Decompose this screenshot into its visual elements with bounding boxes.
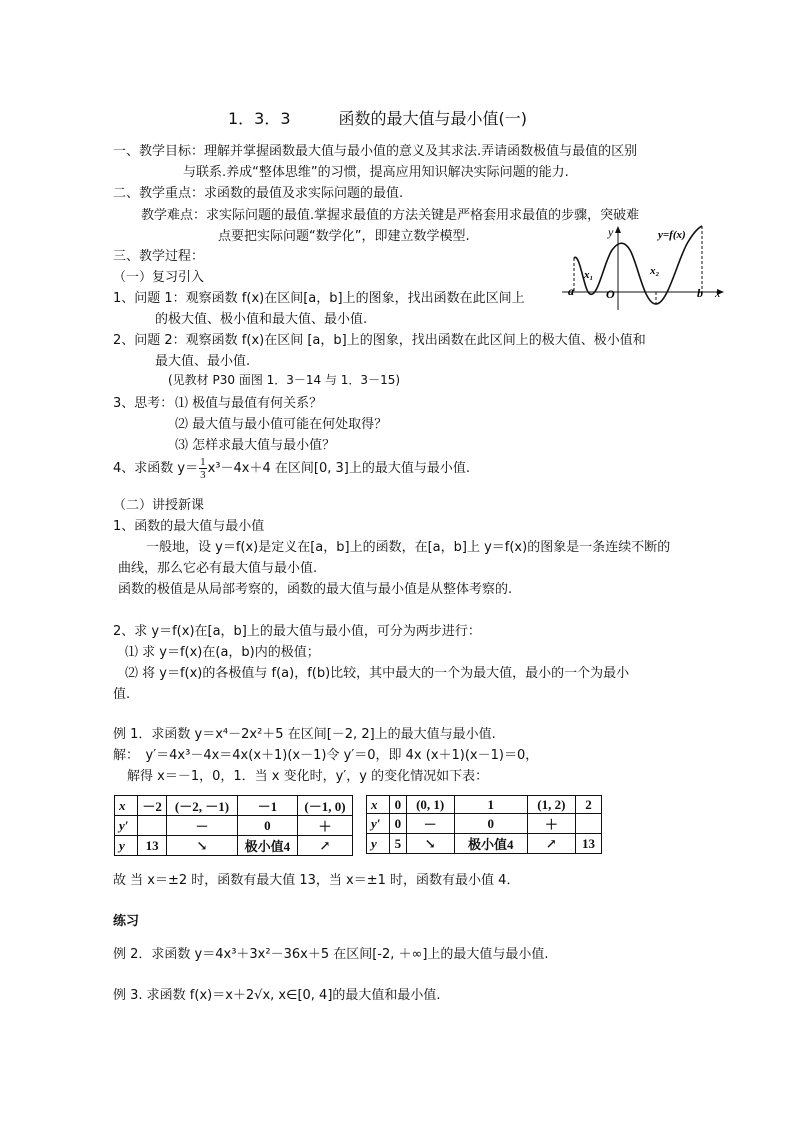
table-cell: 2 [575,796,601,814]
think-item-1: ⑴ 极值与最值有何关系？ [175,396,323,411]
table-cell [575,814,601,834]
section1-line1: 一般地，设 y＝f(x)是定义在[a，b]上的函数，在[a，b]上 y＝f(x)的图象是一条连续不断的 [146,540,671,555]
table-cell: y [115,836,138,856]
x-axis-label: x [715,286,721,300]
table-cell: 0 [390,796,407,814]
x1-label: x₁ [584,269,594,281]
example2-question: 例 2．求函数 y＝4x³＋3x²－36x＋5 在区间[-2, ＋∞]上的最大值与最小值. [113,947,549,962]
textbook-reference: (见教材 P30 面图 1．3－14 与 1．3－15) [168,373,401,387]
section2-heading: 2、求 y＝f(x)在[a，b]上的最大值与最小值，可分为两步进行： [113,624,481,639]
teaching-goal-line2: 与联系.养成“整体思维”的习惯，提高应用知识解决实际问题的能力. [183,165,569,180]
table-cell: y′ [367,814,390,834]
key-point: 二、教学重点：求函数的最值及求实际问题的最值. [113,186,404,201]
variation-table-left [114,795,353,856]
table-cell: (－1, 0) [297,796,352,816]
table-row [115,816,353,836]
section2-step2: ⑵ 将 y＝f(x)的各极值与 f(a)，f(b)比较，其中最大的一个为最大值，最小的一个为最小 [125,666,630,681]
fraction-numerator: 1 [200,456,206,468]
table-cell: －2 [138,796,167,816]
table-cell: ＋ [297,816,352,836]
example1-solution: 解： y′＝4x³－4x＝4x(x＋1)(x－1)令 y′＝0，即 4x (x＋1)(x－1)＝0， [113,748,539,763]
section1-line2: 曲线，那么它必有最大值与最小值. [118,561,318,576]
origin-label: O [606,287,615,301]
example3-question: 例 3. 求函数 f(x)＝x＋2√x, x∈[0, 4]的最大值和最小值. [113,988,441,1003]
table-cell: x [367,796,390,814]
table-cell: ↘ [406,834,454,854]
table-cell: 极小值4 [237,836,297,856]
table-cell: ↗ [527,834,575,854]
table-cell: 13 [575,834,601,854]
fraction-denominator: 3 [200,469,206,481]
table-cell: (－2, －1) [167,796,238,816]
example1-conclusion: 故 当 x＝±2 时，函数有最大值 13，当 x＝±1 时，函数有最小值 4． [113,873,520,888]
table-row [367,796,602,814]
question-4-post: x³－4x＋4 在区间[0, 3]上的最大值与最小值. [207,461,470,476]
table-cell: 0 [237,816,297,836]
table-cell: － [406,814,454,834]
think-item-2: ⑵ 最大值与最小值可能在何处取得？ [175,417,388,432]
section1-line3: 函数的极值是从局部考察的，函数的最大值与最小值是从整体考察的. [118,582,513,597]
table-cell: x [115,796,138,816]
difficulty-line2: 点要把实际问题“数学化”，即建立数学模型. [218,229,470,244]
table-cell: － [167,816,238,836]
section1-heading: 1、函数的最大值与最小值 [113,519,265,534]
section2-step1: ⑴ 求 y＝f(x)在(a，b)内的极值； [125,645,320,660]
table-cell [138,816,167,836]
section2-step2b: 值. [113,687,131,702]
table-cell: y [367,834,390,854]
review-heading: （一）复习引入 [113,270,205,285]
table-cell: 0 [390,814,407,834]
table-row [367,834,602,854]
b-label: b [697,286,703,300]
question-2-line1: 2、问题 2：观察函数 f(x)在区间 [a，b]上的图象，找出函数在此区间上的极大值、极小值和 [113,333,646,348]
question-2-line2: 最大值、最小值. [155,354,251,369]
page-title: 1．3．3 函数的最大值与最小值(一) [228,109,528,128]
table-cell: －1 [237,796,297,816]
teaching-goal-line1: 理解并掌握函数最大值与最小值的意义及其求法.弄请函数极值与最值的区别 [204,144,638,159]
a-label: a [568,284,574,298]
table-cell: ＋ [527,814,575,834]
fraction [199,456,207,481]
table-cell: 13 [138,836,167,856]
think-label: 3、思考： [113,396,174,411]
practice-heading: 练习 [113,914,140,929]
table-cell: y′ [115,816,138,836]
table-cell: 1 [454,796,527,814]
table-cell: 0 [454,814,527,834]
teaching-goal-label: 一、教学目标： [113,144,205,159]
function-label: y=f(x) [658,229,686,241]
table-cell: (1, 2) [527,796,575,814]
table-cell: ↘ [167,836,238,856]
example1-roots: 解得 x＝－1，0，1．当 x 变化时，y′，y 的变化情况如下表： [127,769,489,784]
table-row [115,796,353,816]
teaching-goal [113,140,637,159]
question-4-pre: 4、求函数 y＝ [113,461,199,476]
question-1-line2: 的极大值、极小值和最大值、最小值. [155,312,368,327]
question-4 [113,456,470,482]
difficulty-line1: 教学难点：求实际问题的最值.掌握求最值的方法关键是严格套用求最值的步骤，突破难 [141,208,640,223]
process-heading: 三、教学过程： [113,249,205,264]
new-lesson-heading: （二）讲授新课 [113,498,205,513]
table-cell: 5 [390,834,407,854]
table-row [367,814,602,834]
table-row [115,836,353,856]
y-axis-arrow [615,226,621,233]
example1-question: 例 1．求函数 y＝x⁴－2x²＋5 在区间[－2, 2]上的最大值与最小值. [113,727,496,742]
x2-label: x₂ [650,265,660,277]
variation-table-right [366,795,602,854]
question-1-line1: 1、问题 1：观察函数 f(x)在区间[a，b]上的图象，找出函数在此区间上 [113,291,525,306]
table-cell: (0, 1) [406,796,454,814]
table-cell: 极小值4 [454,834,527,854]
function-graph [560,222,730,312]
table-cell: ↗ [297,836,352,856]
y-axis-label: y [608,225,614,239]
think-item-3: ⑶ 怎样求最大值与最小值？ [175,438,336,453]
